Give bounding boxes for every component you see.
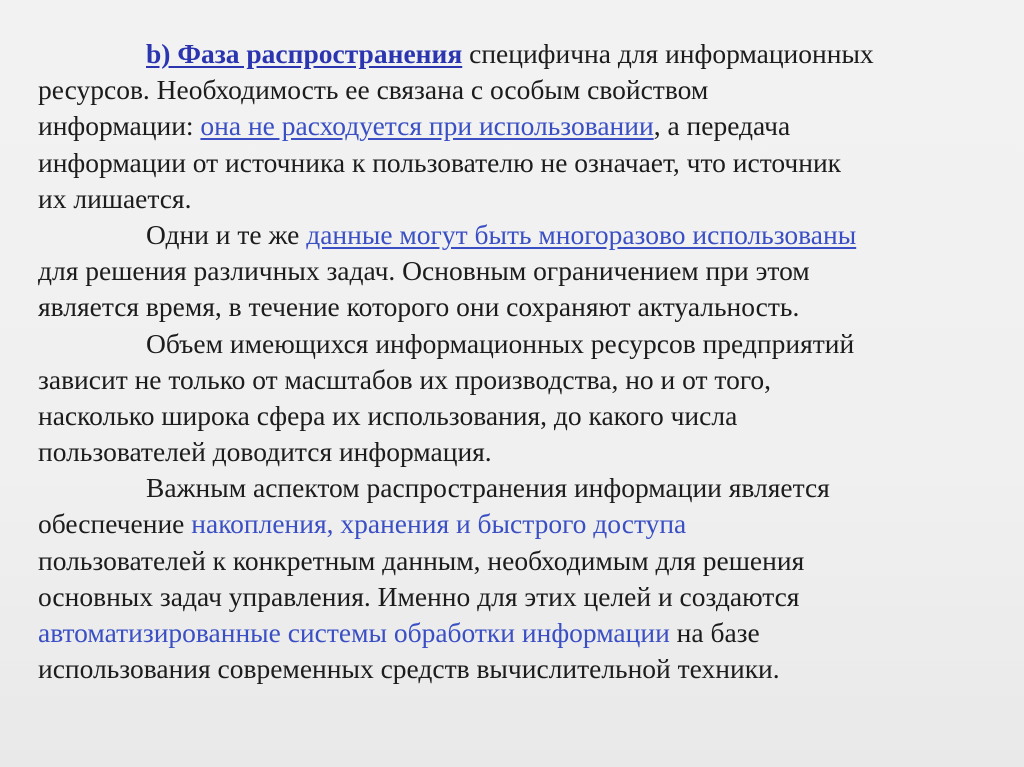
highlight-automated-systems: автоматизированные системы обработки информации: [38, 617, 670, 648]
para3-line3: насколько широка сфера их использования, до какого числа: [38, 399, 738, 431]
para2-line2: для решения различных задач. Основным ограничением при этом: [38, 255, 810, 287]
para3-line2: зависит не только от масштабов их производства, но и от того,: [38, 363, 772, 395]
para4-line5-post: на базе: [669, 617, 760, 648]
highlight-storage-access: накопления, хранения и быстрого доступа: [191, 508, 687, 540]
para1-line3: [38, 108, 988, 144]
para2-line1: [38, 217, 988, 253]
section-heading: b) Фаза распространения: [146, 38, 463, 69]
para4-line1: Важным аспектом распространения информации является: [146, 472, 830, 504]
para4-line4: основных задач управления. Именно для этих целей и создаются: [38, 580, 800, 612]
para1-line3-post: , а передача: [653, 110, 791, 142]
para2-line3: является время, в течение которого они сохраняют актуальность.: [38, 291, 800, 323]
para1-line1: [38, 36, 988, 72]
para4-line2-pre: обеспечение: [38, 508, 192, 540]
para1-line5: их лишается.: [38, 182, 192, 214]
para4-line5: [38, 615, 988, 651]
slide-body-text: [38, 36, 988, 687]
para3-line1: Объем имеющихся информационных ресурсов предприятий: [146, 327, 855, 359]
highlight-not-consumed: она не расходуется при использовании: [200, 110, 654, 142]
para4-line2: [38, 506, 988, 542]
para1-line4: информации от источника к пользователю не означает, что источник: [38, 146, 842, 178]
para1-line2: ресурсов. Необходимость ее связана с особым свойством: [38, 74, 709, 106]
para4-line3: пользователей к конкретным данным, необходимым для решения: [38, 544, 805, 576]
para2-line1-pre: Одни и те же: [146, 218, 307, 250]
para1-line1-text: специфична для информационных: [462, 38, 874, 69]
highlight-reusable-data: данные могут быть многоразово использованы: [306, 218, 857, 250]
para1-line3-pre: информации:: [38, 110, 201, 142]
para3-line4: пользователей доводится информация.: [38, 436, 492, 468]
para4-line6: использования современных средств вычислительной техники.: [38, 653, 780, 685]
